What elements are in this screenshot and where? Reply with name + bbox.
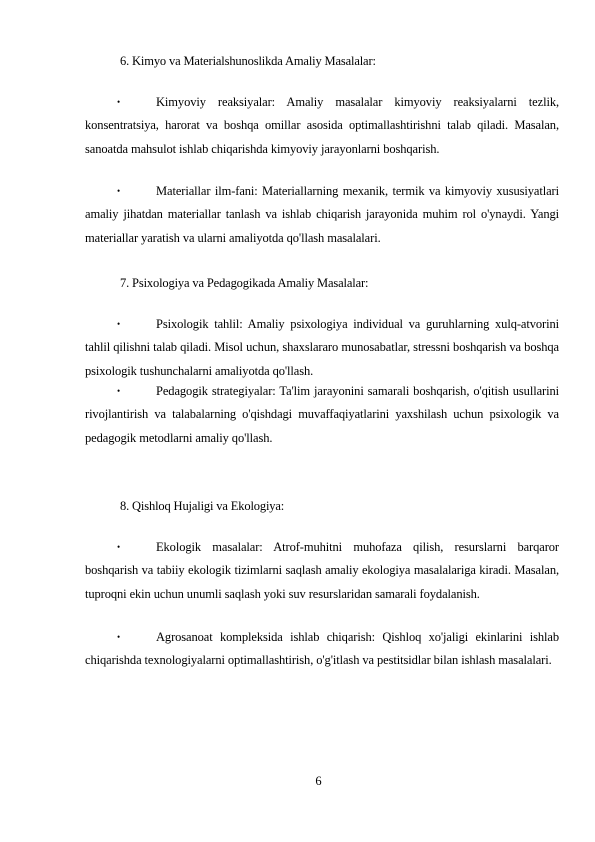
bullet-marker: • bbox=[117, 542, 121, 552]
page-number: 6 bbox=[315, 774, 322, 788]
bullet-paragraph bbox=[85, 313, 559, 383]
bullet-paragraph bbox=[85, 91, 559, 161]
bullet-marker: • bbox=[117, 319, 121, 329]
bullet-paragraph bbox=[85, 380, 559, 450]
bullet-paragraph bbox=[85, 536, 559, 606]
bullet-text: Psixologik tahlil: Amaliy psixologiya individual va guruhlarning xulq-atvorini tahlil qilishni talab qiladi. Misol uchun, shaxslararo munosabatlar, stressni boshqarish va boshqa psixologik tushunchalarni amaliyotda qo'llash. bbox=[85, 317, 559, 378]
bullet-marker: • bbox=[117, 386, 121, 396]
bullet-text: Materiallar ilm-fani: Materiallarning mexanik, termik va kimyoviy xususiyatlari amaliy jihatdan materiallar tanlash va ishlab chiqarish jarayonida muhim rol o'ynaydi. Yangi materiallar yaratish va ularni amaliyotda qo'llash masalalari. bbox=[85, 184, 559, 245]
section-heading: 6. Kimyo va Materialshunoslikda Amaliy Masalalar: bbox=[120, 54, 376, 68]
bullet-paragraph bbox=[85, 180, 559, 250]
bullet-marker: • bbox=[117, 97, 121, 107]
bullet-marker: • bbox=[117, 632, 121, 642]
bullet-text: Ekologik masalalar: Atrof-muhitni muhofaza qilish, resurslarni barqaror boshqarish va tabiiy ekologik tizimlarni saqlash amaliy ekologiya masalalariga kiradi. Masalan, tuproqni ekin uchun unumli saqlash yoki suv resurslaridan samarali foydalanish. bbox=[85, 540, 559, 601]
bullet-text: Kimyoviy reaksiyalar: Amaliy masalalar kimyoviy reaksiyalarni tezlik, konsentratsiya, harorat va boshqa omillar asosida optimallashtirishni talab qiladi. Masalan, sanoatda mahsulot ishlab chiqarishda kimyoviy jarayonlarni boshqarish. bbox=[85, 95, 559, 156]
section-heading: 7. Psixologiya va Pedagogikada Amaliy Masalalar: bbox=[120, 276, 369, 290]
section-heading: 8. Qishloq Hujaligi va Ekologiya: bbox=[120, 499, 285, 513]
bullet-paragraph bbox=[85, 626, 559, 673]
bullet-marker: • bbox=[117, 186, 121, 196]
bullet-text: Agrosanoat kompleksida ishlab chiqarish: Qishloq xo'jaligi ekinlarini ishlab chiqarishda texnologiyalarni optimallashtirish, o'g'itlash va pestitsidlar bilan ishlash masalalari. bbox=[85, 630, 559, 668]
bullet-text: Pedagogik strategiyalar: Ta'lim jarayonini samarali boshqarish, o'qitish usullarini rivojlantirish va talabalarning o'qishdagi muvaffaqiyatlarini yaxshilash uchun psixologik va pedagogik metodlarni amaliy qo'llash. bbox=[85, 384, 559, 445]
